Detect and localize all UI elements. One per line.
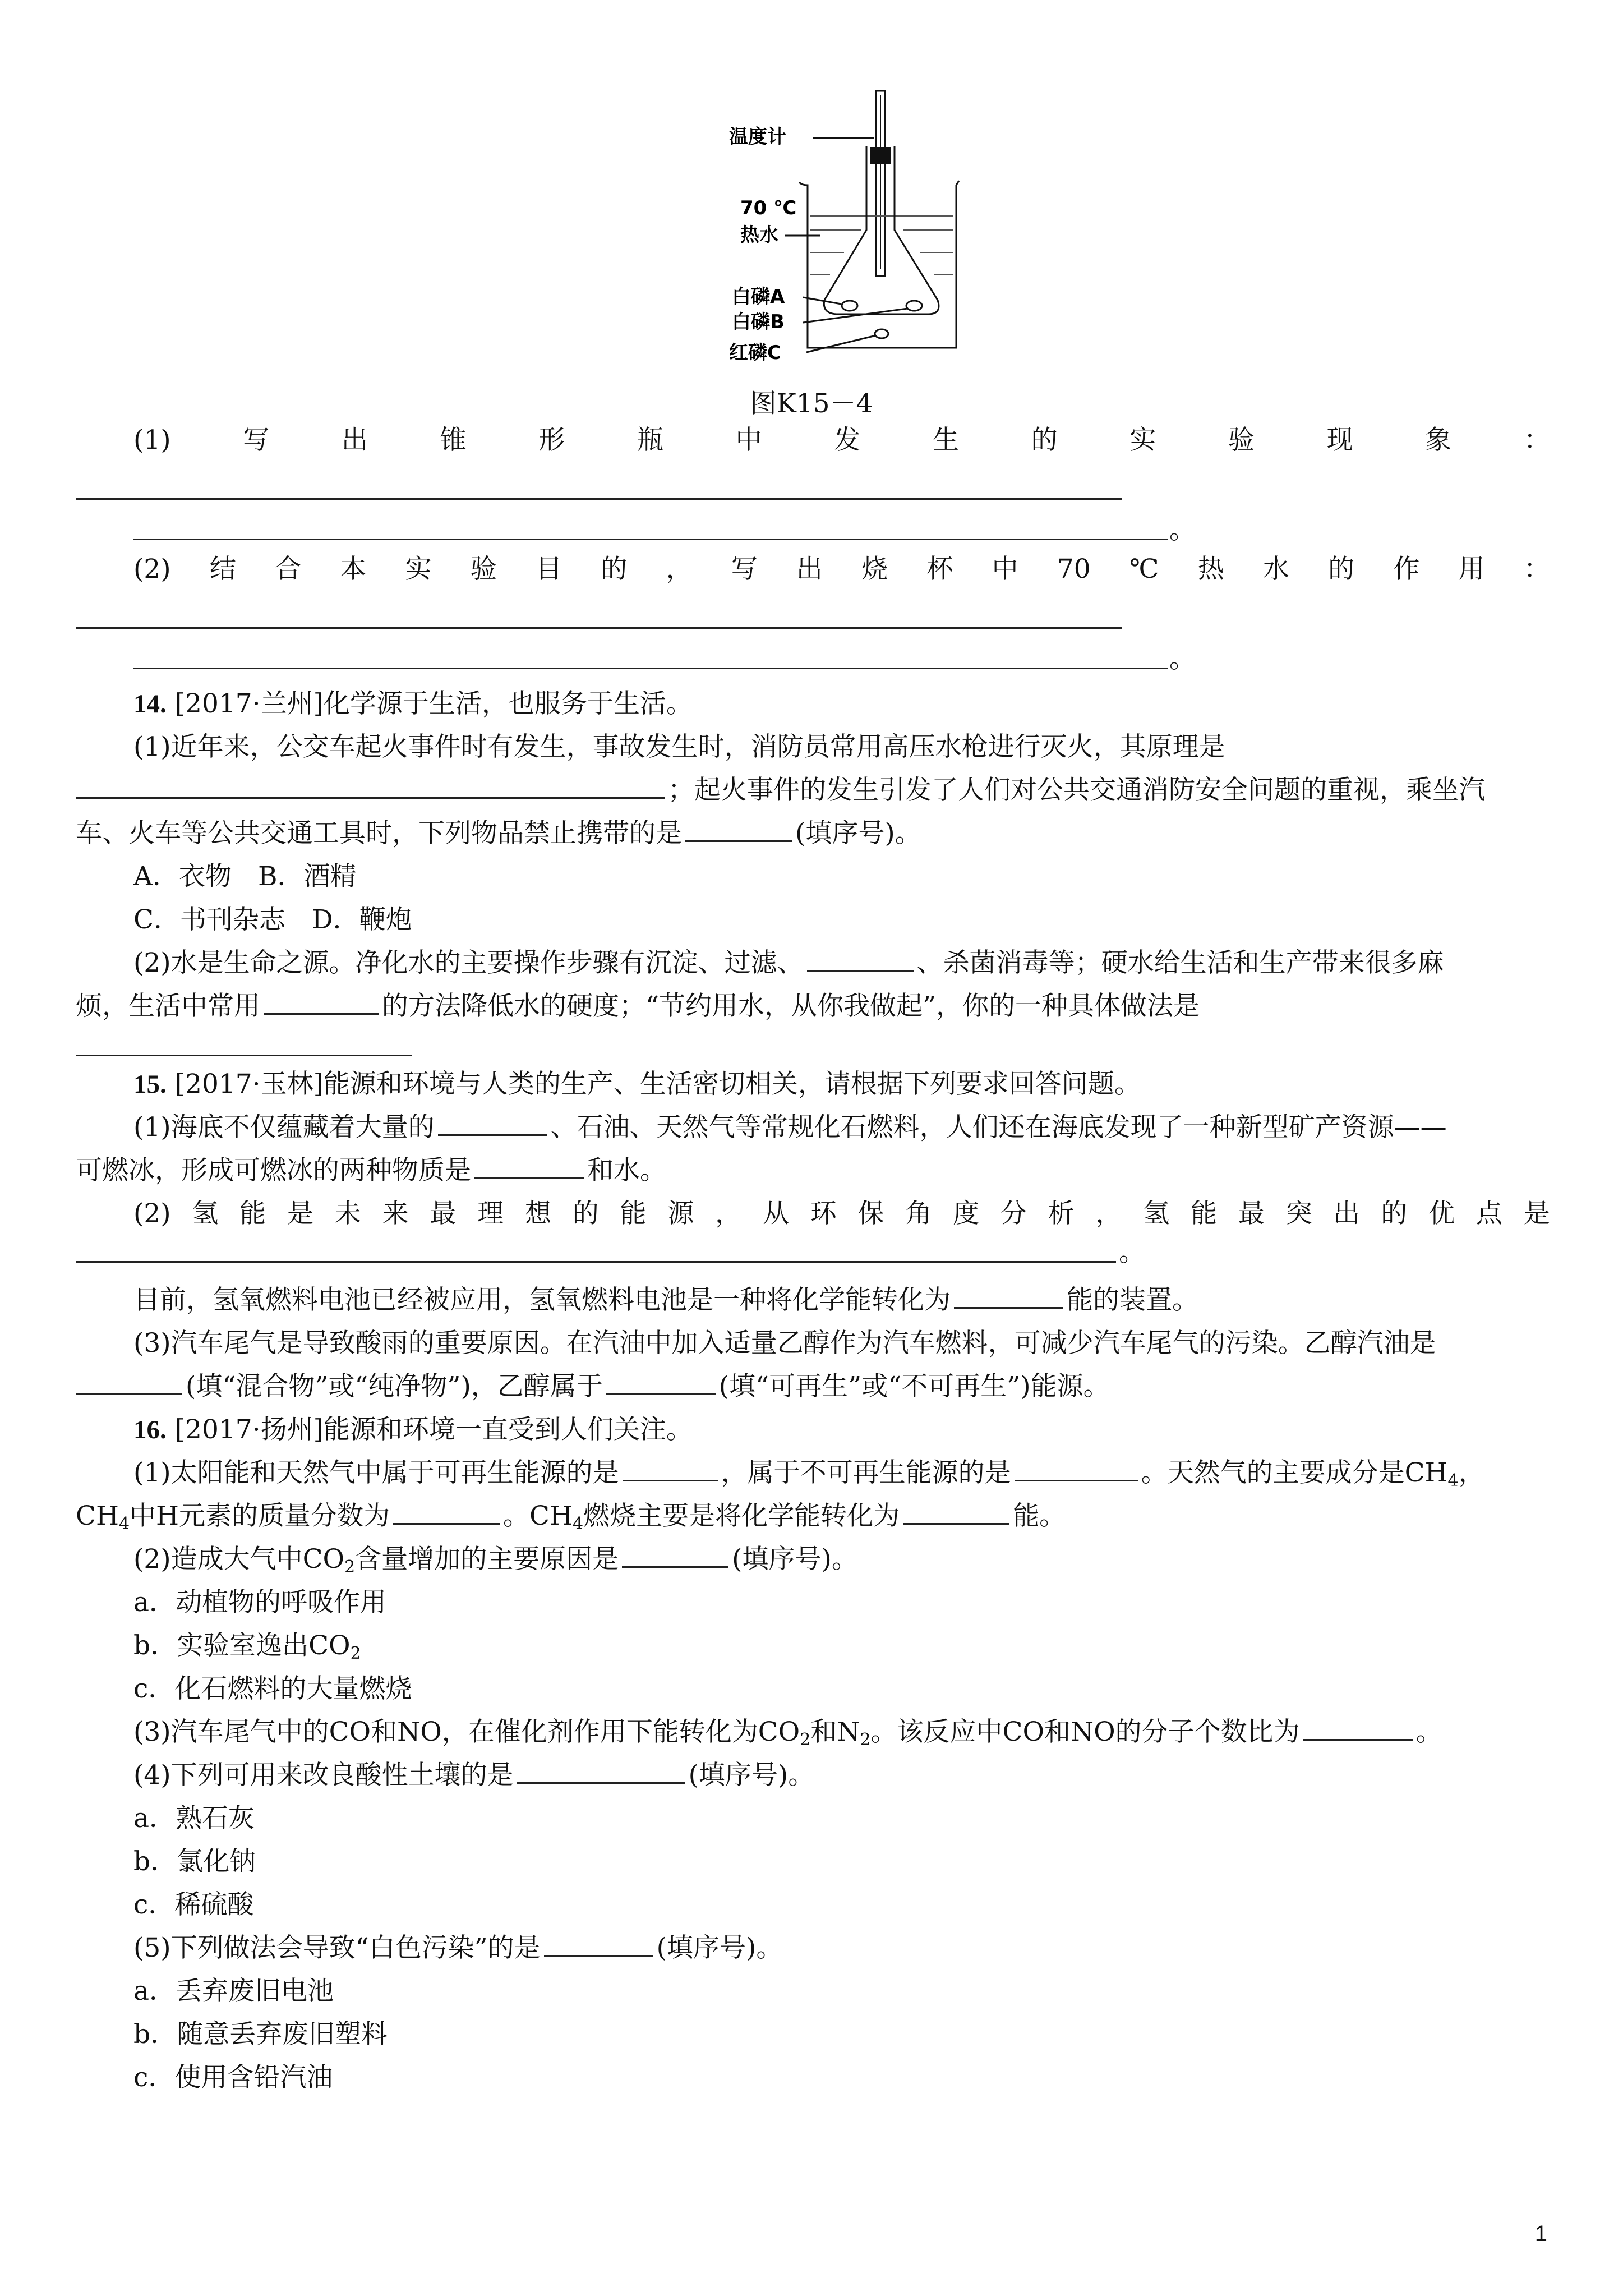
q15-part2: (2) 氢 能 是 未 来 最 理 想 的 能 源 ， 从 环 保 角 度 分 析 ， 氢 能 最 突 出 的 优 点 是	[133, 1198, 1550, 1229]
label-70c: 70 ℃	[740, 197, 797, 219]
q14-p1-line2: ；起火事件的发生引发了人们对公共交通消防安全问题的重视，乘坐汽	[76, 772, 1623, 809]
answer-line[interactable]	[76, 1261, 1116, 1263]
answer-blank[interactable]	[264, 988, 379, 1015]
beaker	[799, 181, 959, 348]
q16-p2-option-a: a．动植物的呼吸作用	[133, 1587, 387, 1618]
q16-p5-option-a: a．丢弃废旧电池	[133, 1976, 334, 2007]
label-red-p-c: 红磷C	[729, 342, 781, 364]
q14-p2-line1: (2)水是生命之源。净化水的主要操作步骤有沉淀、过滤、 、杀菌消毒等；硬水给生活和生产带来很多麻	[133, 945, 1623, 982]
answer-blank[interactable]	[622, 1542, 728, 1568]
label-hot-water: 热水	[740, 224, 778, 246]
q16-p4: (4)下列可用来改良酸性土壤的是 (填序号)。	[133, 1757, 1623, 1794]
answer-blank[interactable]	[903, 1498, 1009, 1525]
period: 。	[1169, 514, 1196, 545]
q16-p3: (3)汽车尾气中的CO和NO，在催化剂作用下能转化为$CO_2$和$N_2$。该反应中CO和NO的分子个数比为 。	[133, 1714, 1623, 1759]
q16-p5-option-c: c．使用含铅汽油	[133, 2062, 333, 2093]
answer-line[interactable]	[76, 1055, 412, 1056]
q16-p2: (2)造成大气中$CO_2$含量增加的主要原因是 (填序号)。	[133, 1541, 1623, 1586]
q14-heading: 14. [2017·兰州]化学源于生活，也服务于生活。	[133, 688, 693, 719]
q16-p4-option-a: a．熟石灰	[133, 1803, 255, 1834]
answer-blank[interactable]	[623, 1455, 718, 1481]
answer-blank[interactable]	[76, 1369, 182, 1395]
q13-part2: (2) 结 合 本 实 验 目 的 ， 写 出 烧 杯 中 70 ℃ 热 水 的 作 用 ：	[133, 554, 1550, 585]
q14-p2-line2: 烦，生活中常用 的方法降低水的硬度；“节约用水，从你我做起”，你的一种具体做法是	[76, 988, 1623, 1025]
q14-p1-line1: (1)近年来，公交车起火事件时有发生，事故发生时，消防员常用高压水枪进行灭火，其原理是	[133, 731, 1225, 762]
answer-blank[interactable]	[1015, 1455, 1138, 1481]
experiment-figure	[729, 84, 965, 376]
answer-blank[interactable]	[438, 1110, 547, 1136]
q13-part1: (1) 写 出 锥 形 瓶 中 发 生 的 实 验 现 象 ：	[133, 425, 1550, 455]
q14-p1-line3: 车、火车等公共交通工具时，下列物品禁止携带的是 (填序号)。	[76, 815, 1623, 852]
answer-blank[interactable]	[685, 816, 792, 842]
q16-p2-option-b: b．实验室逸出$CO_2$	[133, 1630, 361, 1663]
q15-p1-line1: (1)海底不仅蕴藏着大量的 、石油、天然气等常规化石燃料，人们还在海底发现了一种新型矿产资源——	[133, 1109, 1623, 1146]
answer-line[interactable]	[76, 498, 1122, 500]
answer-blank[interactable]	[393, 1498, 500, 1525]
q16-heading: 16. [2017·扬州]能源和环境一直受到人们关注。	[133, 1414, 693, 1445]
q16-p1-line2: $CH_4$中H元素的质量分数为 。$CH_4$燃烧主要是将化学能转化为 能。	[76, 1498, 1623, 1543]
answer-line[interactable]	[133, 668, 1168, 669]
answer-blank[interactable]	[606, 1369, 716, 1395]
q16-p4-option-c: c．稀硫酸	[133, 1889, 254, 1920]
answer-line[interactable]	[76, 627, 1122, 629]
label-white-p-a: 白磷A	[732, 286, 785, 308]
q16-p1-line1: (1)太阳能和天然气中属于可再生能源的是 ，属于不可再生能源的是 。天然气的主要成分是$CH_4$，	[133, 1455, 1623, 1499]
q15-p1-line2: 可燃冰，形成可燃冰的两种物质是 和水。	[76, 1152, 1623, 1189]
answer-blank[interactable]	[76, 772, 665, 799]
answer-blank[interactable]	[954, 1282, 1063, 1309]
q14-options-ab: A．衣物 B．酒精	[133, 861, 357, 892]
q15-p3-line1: (3)汽车尾气是导致酸雨的重要原因。在汽油中加入适量乙醇作为汽车燃料，可减少汽车尾气的污染。乙醇汽油是	[133, 1328, 1436, 1359]
q16-p4-option-b: b．氯化钠	[133, 1846, 256, 1877]
label-thermometer: 温度计	[729, 126, 786, 148]
period: 。	[1119, 1237, 1145, 1268]
label-white-p-b: 白磷B	[732, 311, 785, 333]
figure-caption: 图K15－4	[750, 388, 873, 419]
period: 。	[1169, 643, 1196, 674]
q16-p5-option-b: b．随意丢弃废旧塑料	[133, 2019, 388, 2050]
q14-options-cd: C．书刊杂志 D．鞭炮	[133, 904, 412, 935]
answer-blank[interactable]	[1303, 1714, 1413, 1741]
answer-line[interactable]	[133, 539, 1168, 540]
answer-blank[interactable]	[517, 1757, 685, 1784]
answer-blank[interactable]	[807, 945, 914, 972]
page-number: 1	[1534, 2221, 1547, 2246]
q16-p5: (5)下列做法会导致“白色污染”的是 (填序号)。	[133, 1930, 1623, 1967]
answer-blank[interactable]	[544, 1930, 653, 1957]
q15-p3-line2: (填“混合物”或“纯净物”)，乙醇属于 (填“可再生”或“不可再生”)能源。	[76, 1368, 1623, 1405]
q16-p2-option-c: c．化石燃料的大量燃烧	[133, 1673, 412, 1704]
q15-p2-line2: 目前，氢氧燃料电池已经被应用，氢氧燃料电池是一种将化学能转化为 能的装置。	[133, 1282, 1623, 1319]
q15-heading: 15. [2017·玉林]能源和环境与人类的生产、生活密切相关，请根据下列要求回答问题。	[133, 1069, 1141, 1099]
answer-blank[interactable]	[474, 1153, 584, 1179]
